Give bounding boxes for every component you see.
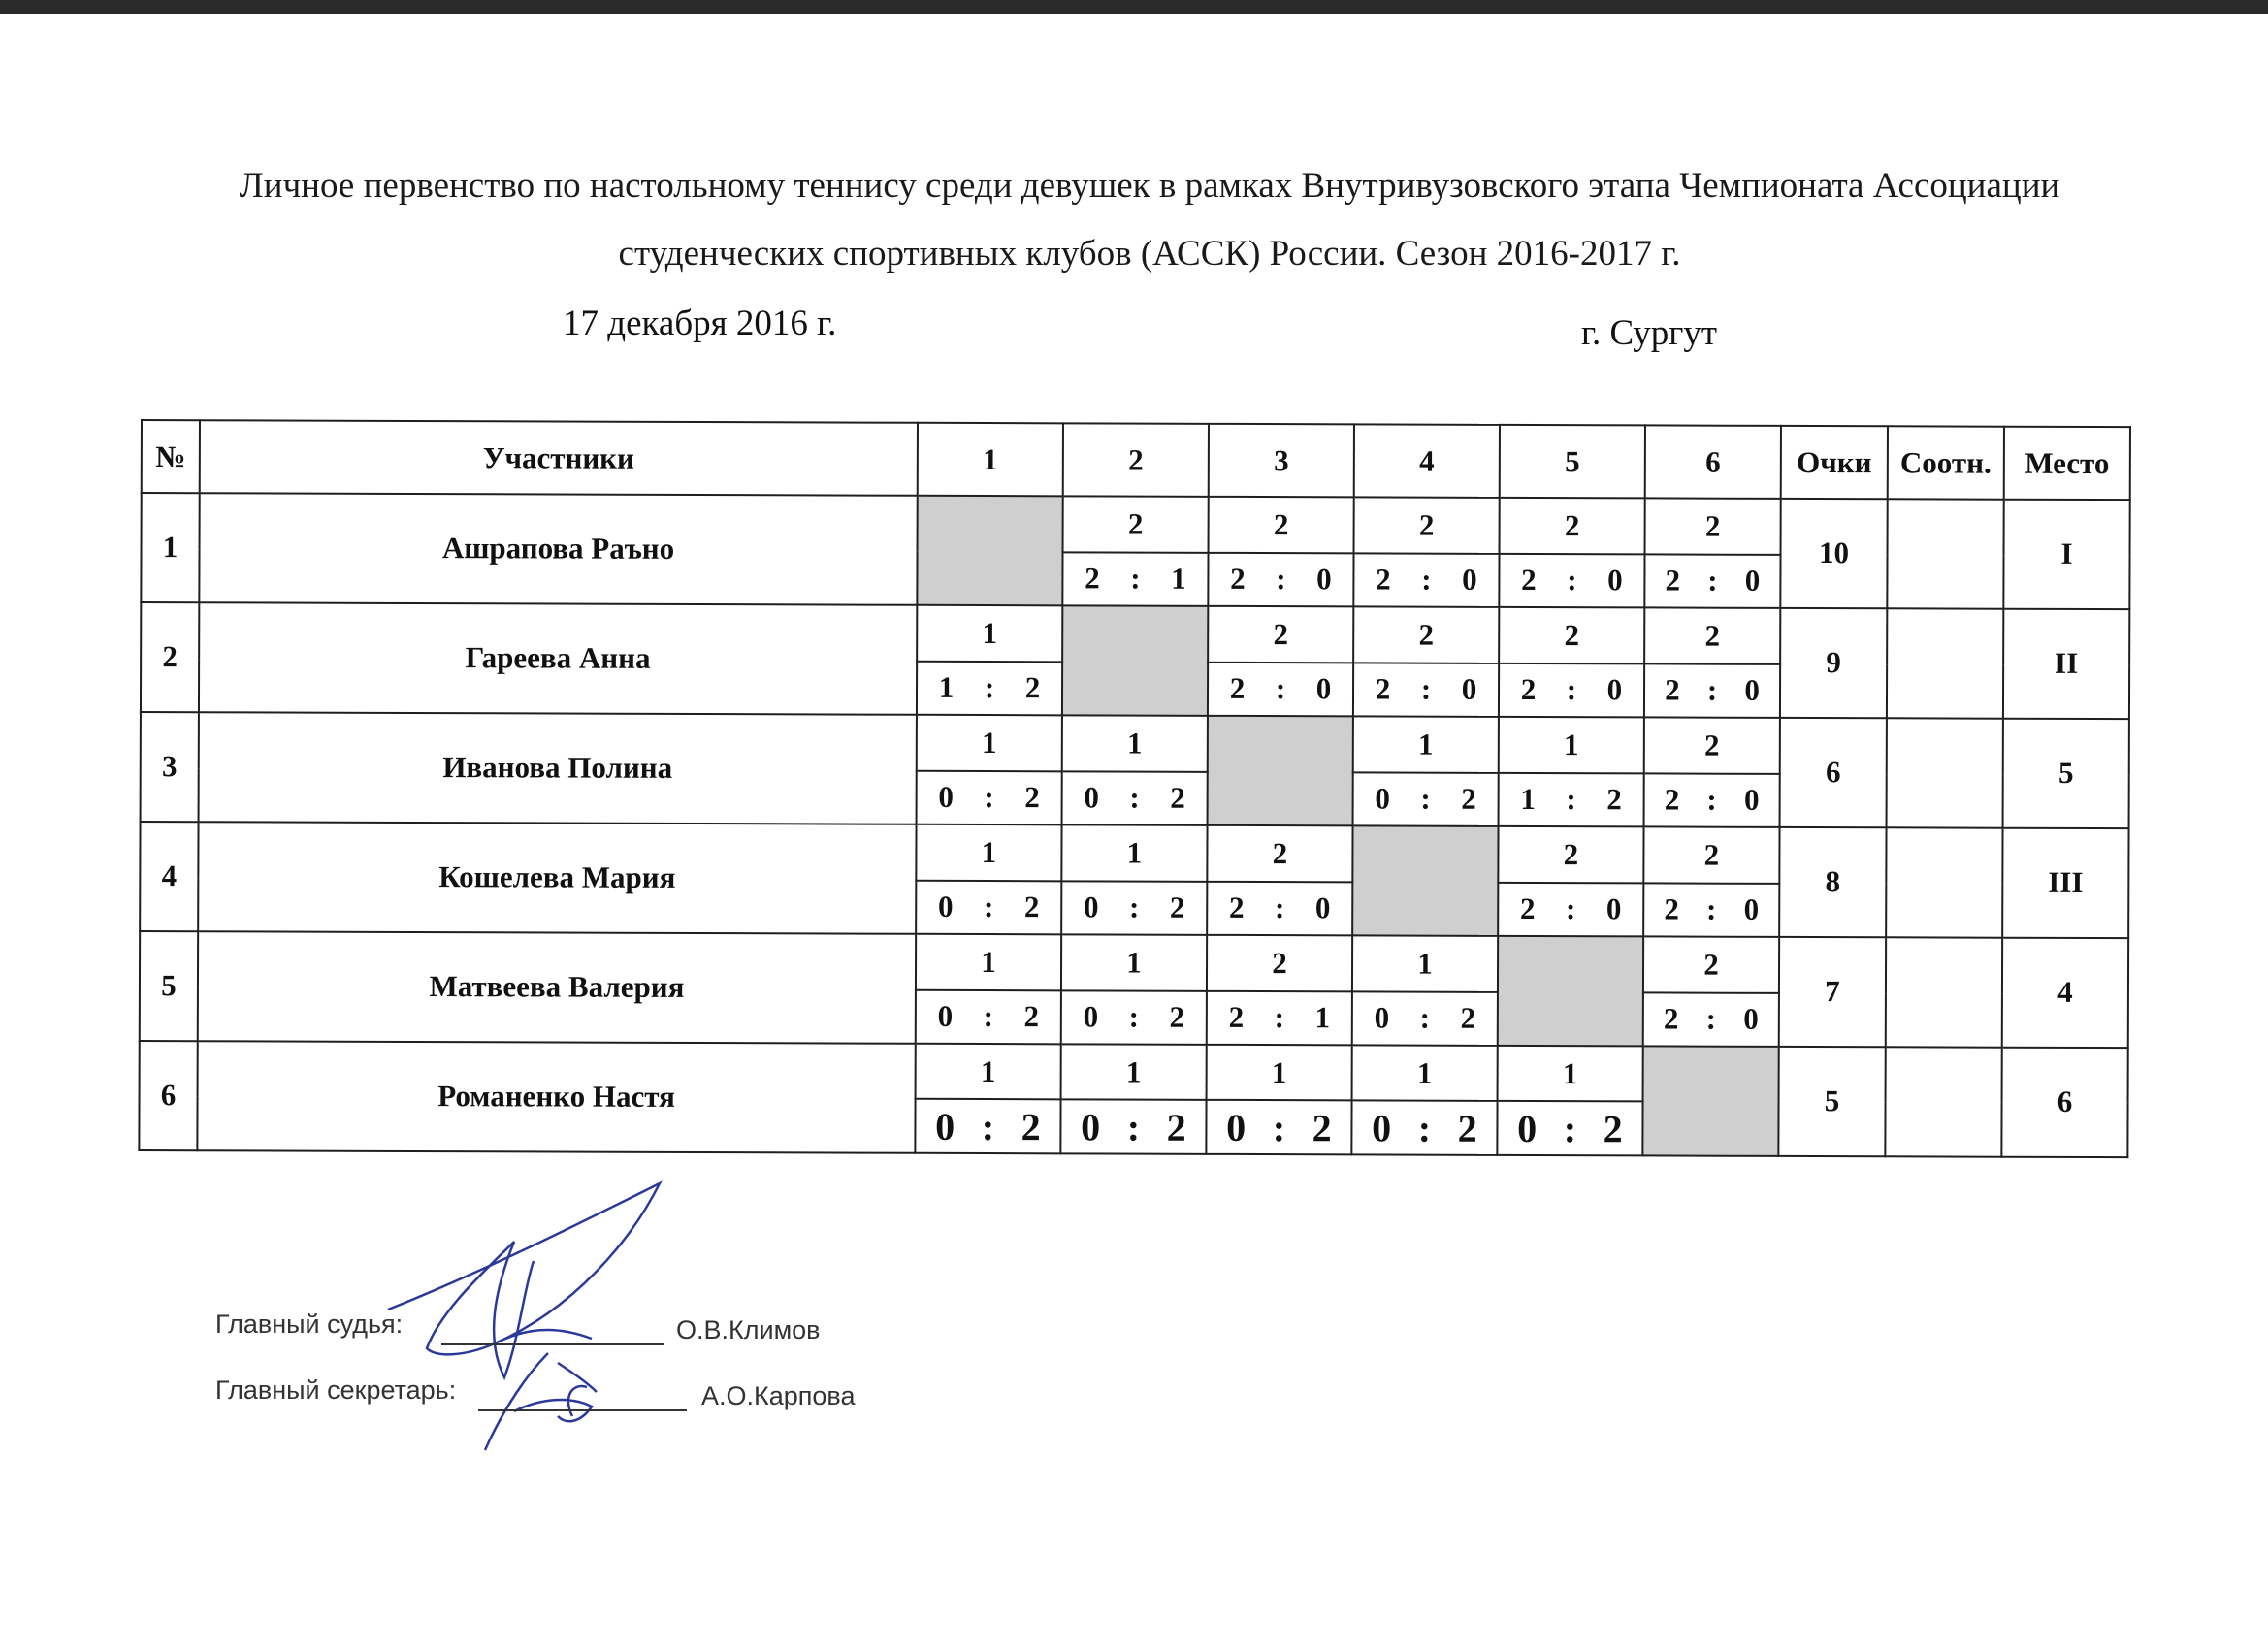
score-value: [1644, 1002, 1778, 1037]
ratio-cell: [1886, 937, 2002, 1047]
score-separator: :: [1275, 671, 1286, 706]
final-place: II: [2003, 609, 2129, 719]
match-score: [1353, 772, 1499, 826]
match-points: 2: [1354, 497, 1500, 553]
match-score: [917, 770, 1062, 824]
score-right: 0: [1605, 891, 1622, 926]
match-score: [1498, 882, 1643, 936]
ratio-cell: [1887, 499, 2003, 608]
score-value: [1354, 672, 1498, 708]
score-left: 1: [938, 670, 955, 705]
score-left: 2: [1663, 1001, 1679, 1036]
score-separator: :: [1126, 1105, 1141, 1149]
score-value: [1062, 890, 1206, 926]
score-value: [1354, 782, 1498, 818]
score-value: [916, 1104, 1059, 1150]
diagonal-cell: [917, 496, 1062, 606]
match-points: 2: [1207, 825, 1352, 882]
table-row: [141, 712, 2129, 775]
score-separator: :: [1706, 782, 1717, 817]
match-score: [1207, 990, 1352, 1045]
match-points: 2: [1643, 826, 1779, 883]
score-separator: :: [1129, 780, 1140, 815]
ratio-cell: [1886, 827, 2002, 937]
score-left: 2: [1521, 563, 1537, 598]
secretary-name: А.О.Карпова: [701, 1381, 856, 1410]
table-row: [140, 931, 2128, 994]
match-score: [1352, 991, 1498, 1046]
score-left: 2: [1230, 562, 1246, 597]
match-score: [1062, 771, 1208, 825]
score-value: [1209, 671, 1352, 707]
event-date: 17 декабря 2016 г.: [563, 304, 837, 343]
total-points: 6: [1780, 718, 1887, 827]
match-points: 1: [1352, 1045, 1498, 1101]
score-left: 2: [1228, 890, 1245, 925]
score-separator: :: [1419, 1000, 1431, 1035]
score-value: [1352, 1105, 1496, 1151]
match-points: 2: [1644, 717, 1780, 773]
participant-name: Романенко Настя: [197, 1041, 915, 1153]
total-points: 8: [1779, 827, 1886, 937]
score-value: [1500, 672, 1643, 708]
score-left: 0: [1083, 999, 1099, 1034]
score-value: [1500, 563, 1643, 598]
match-score: [1207, 881, 1352, 935]
score-left: 0: [1083, 889, 1099, 924]
match-score: [1208, 552, 1353, 606]
score-value: [1645, 564, 1779, 598]
results-body: [139, 493, 2129, 1157]
results-table: [138, 419, 2131, 1158]
match-points: 2: [1644, 607, 1780, 663]
score-right: 2: [1461, 781, 1476, 817]
match-score: [1206, 1100, 1351, 1154]
final-place: 5: [2003, 719, 2129, 828]
match-score: [1644, 663, 1780, 718]
match-points: 2: [1063, 496, 1209, 552]
match-score: [1061, 990, 1207, 1045]
score-left: 0: [937, 889, 954, 924]
score-separator: :: [1130, 561, 1141, 596]
score-separator: :: [1563, 1106, 1577, 1150]
score-value: [918, 670, 1061, 706]
score-separator: :: [984, 889, 994, 924]
score-separator: :: [1566, 782, 1576, 817]
match-score: [1061, 881, 1207, 935]
score-value: [917, 889, 1060, 925]
score-separator: :: [1274, 1000, 1285, 1035]
match-points: 2: [1499, 607, 1644, 663]
score-value: [1500, 782, 1643, 818]
score-left: 2: [1520, 672, 1537, 707]
match-points: 1: [1062, 715, 1208, 771]
score-right: 2: [1603, 1107, 1623, 1151]
header-col-4: 4: [1354, 424, 1500, 498]
match-score: [1643, 883, 1779, 937]
score-separator: :: [1566, 672, 1577, 707]
header-col-2: 2: [1063, 423, 1209, 497]
score-left: 0: [1081, 1105, 1101, 1149]
match-points: 2: [1498, 826, 1643, 883]
judge-signature-line: [441, 1343, 664, 1345]
score-right: 2: [1460, 1000, 1476, 1036]
match-score: [1497, 1101, 1642, 1155]
diagonal-cell: [1498, 936, 1643, 1047]
score-separator: :: [981, 1104, 995, 1148]
score-left: 2: [1664, 891, 1679, 926]
participant-name: Ашрапова Раъно: [199, 493, 917, 605]
secretary-label: Главный секретарь:: [215, 1375, 457, 1405]
score-value: [1645, 783, 1779, 818]
score-right: 2: [1606, 782, 1622, 817]
score-right: 2: [1457, 1106, 1477, 1150]
final-place: 6: [2001, 1048, 2127, 1158]
score-left: 0: [1374, 1000, 1390, 1035]
score-right: 2: [1170, 780, 1185, 815]
scan-border: [0, 0, 2268, 14]
match-points: 2: [1209, 497, 1354, 553]
match-score: [916, 989, 1061, 1044]
header-place: Место: [2004, 427, 2130, 500]
score-value: [1498, 1106, 1641, 1152]
score-right: 2: [1023, 999, 1040, 1034]
score-separator: :: [1420, 671, 1432, 706]
match-points: 1: [917, 715, 1062, 771]
score-right: 1: [1171, 561, 1186, 597]
secretary-signature-line: [478, 1409, 687, 1411]
match-score: [915, 1099, 1060, 1153]
score-left: 2: [1085, 561, 1100, 596]
score-separator: :: [1417, 1106, 1432, 1150]
match-points: 1: [1499, 717, 1644, 773]
header-row: [142, 420, 2130, 500]
score-value: [1061, 1104, 1205, 1150]
header-participants: Участники: [200, 420, 918, 496]
final-place: III: [2002, 828, 2128, 938]
diagonal-cell: [1352, 825, 1498, 936]
match-points: 1: [916, 824, 1061, 881]
score-separator: :: [983, 999, 994, 1034]
match-points: 2: [1643, 936, 1779, 992]
score-value: [1499, 891, 1642, 927]
match-points: 1: [1061, 934, 1207, 990]
match-points: 2: [1207, 935, 1352, 991]
score-left: 0: [938, 780, 954, 815]
match-points: 1: [1353, 716, 1499, 772]
score-left: 0: [935, 1104, 956, 1148]
judge-label: Главный судья:: [215, 1310, 404, 1339]
score-value: [1062, 1000, 1206, 1036]
table-row: [141, 602, 2129, 665]
diagonal-cell: [1208, 716, 1353, 826]
diagonal-cell: [1062, 605, 1208, 716]
score-value: [1354, 563, 1498, 598]
match-points: 1: [916, 934, 1061, 990]
match-score: [1060, 1100, 1206, 1154]
match-points: 1: [917, 605, 1062, 662]
score-separator: :: [1706, 891, 1717, 926]
match-score: [1351, 1101, 1497, 1155]
score-right: 0: [1462, 563, 1477, 598]
table-row: [140, 1041, 2128, 1104]
match-score: [1499, 663, 1644, 717]
header-ratio: Соотн.: [1888, 426, 2004, 499]
score-left: 0: [1375, 781, 1390, 816]
participant-name: Гареева Анна: [199, 602, 917, 715]
score-right: 2: [1023, 889, 1040, 924]
score-value: [1063, 781, 1207, 817]
score-left: 2: [1228, 1000, 1245, 1035]
match-score: [1499, 772, 1644, 826]
score-separator: :: [984, 670, 995, 705]
score-left: 0: [1517, 1106, 1538, 1150]
table-row: [140, 822, 2128, 885]
participant-number: 4: [140, 822, 198, 931]
header-points: Очки: [1781, 426, 1888, 499]
ratio-cell: [1885, 1047, 2001, 1156]
ratio-cell: [1887, 718, 2003, 827]
score-separator: :: [1420, 781, 1431, 816]
match-points: 1: [1061, 1044, 1207, 1100]
match-score: [1644, 773, 1780, 827]
score-separator: :: [1129, 889, 1140, 924]
score-left: 2: [1229, 671, 1246, 706]
score-separator: :: [1276, 562, 1286, 597]
score-separator: :: [1421, 562, 1432, 597]
score-right: 0: [1315, 671, 1332, 706]
match-score: [1208, 662, 1353, 716]
match-points: 1: [916, 1044, 1061, 1100]
total-points: 9: [1780, 608, 1887, 718]
score-right: 0: [1744, 564, 1761, 598]
score-value: [1063, 562, 1207, 598]
total-points: 5: [1778, 1047, 1885, 1156]
match-score: [1353, 553, 1499, 607]
score-value: [1209, 562, 1352, 598]
score-left: 0: [1226, 1105, 1247, 1149]
score-right: 2: [1169, 889, 1185, 924]
match-score: [1062, 552, 1208, 606]
match-points: 2: [1353, 606, 1499, 663]
score-separator: :: [1706, 672, 1718, 707]
score-left: 1: [1520, 782, 1536, 817]
diagonal-cell: [1642, 1046, 1778, 1156]
score-value: [918, 780, 1061, 816]
match-score: [1353, 663, 1499, 717]
score-left: 2: [1519, 891, 1536, 926]
score-left: 0: [937, 999, 954, 1034]
header-col-1: 1: [918, 423, 1063, 497]
final-place: 4: [2002, 938, 2128, 1048]
score-separator: :: [1567, 563, 1577, 598]
score-right: 2: [1166, 1105, 1186, 1149]
score-right: 0: [1606, 672, 1623, 707]
score-left: 2: [1665, 563, 1681, 598]
score-separator: :: [1272, 1105, 1286, 1149]
score-value: [917, 999, 1060, 1035]
match-score: [1643, 992, 1779, 1047]
participant-name: Матвеева Валерия: [198, 931, 916, 1044]
score-separator: :: [1565, 891, 1576, 926]
match-score: [916, 880, 1061, 934]
participant-name: Иванова Полина: [199, 712, 917, 824]
event-city: г. Сургут: [1581, 313, 1718, 353]
score-separator: :: [1128, 999, 1140, 1034]
score-separator: :: [1707, 563, 1718, 598]
score-separator: :: [1705, 1001, 1717, 1036]
match-points: 1: [1498, 1046, 1643, 1102]
judge-name: О.В.Климов: [676, 1315, 821, 1344]
score-left: 0: [1372, 1106, 1392, 1150]
ratio-cell: [1887, 608, 2003, 718]
participant-number: 3: [141, 712, 199, 822]
document-title-line-1: Личное первенство по настольному теннису среди девушек в рамках Внутривузовского этапа Чемпионата Ассоциации: [239, 166, 2060, 206]
header-num: №: [142, 420, 200, 493]
match-points: 2: [1645, 498, 1781, 554]
score-right: 2: [1024, 780, 1040, 815]
document-title-line-2: студенческих спортивных клубов (АССК) России. Сезон 2016-2017 г.: [618, 234, 1681, 274]
results-table-wrapper: [138, 419, 2129, 1158]
participant-number: 2: [141, 602, 199, 712]
match-score: [917, 661, 1062, 715]
score-value: [1644, 892, 1778, 927]
score-value: [1353, 1001, 1497, 1037]
header-col-6: 6: [1645, 425, 1781, 498]
score-right: 1: [1314, 1000, 1331, 1035]
score-value: [1208, 890, 1351, 926]
score-right: 2: [1024, 670, 1041, 705]
secretary-signature: [485, 1353, 597, 1450]
match-points: 1: [1207, 1045, 1352, 1101]
score-right: 2: [1169, 999, 1185, 1034]
participant-number: 6: [139, 1041, 197, 1150]
judge-signature: [388, 1183, 660, 1377]
score-value: [1645, 673, 1779, 708]
score-left: 2: [1375, 671, 1391, 706]
score-left: 0: [1084, 780, 1099, 815]
score-value: [1208, 1000, 1351, 1036]
score-right: 0: [1316, 562, 1332, 597]
score-left: 2: [1664, 782, 1680, 817]
score-right: 0: [1743, 783, 1760, 818]
match-score: [1499, 553, 1644, 607]
score-right: 0: [1461, 672, 1477, 707]
score-left: 2: [1665, 672, 1680, 707]
total-points: 10: [1780, 499, 1887, 608]
participant-name: Кошелева Мария: [198, 822, 916, 934]
score-value: [1207, 1105, 1350, 1151]
score-right: 2: [1312, 1105, 1332, 1150]
table-row: [142, 493, 2130, 556]
score-separator: :: [1274, 890, 1285, 925]
total-points: 7: [1779, 937, 1886, 1047]
participant-number: 1: [141, 493, 199, 602]
match-points: 2: [1208, 606, 1353, 663]
score-right: 0: [1743, 1001, 1759, 1037]
score-right: 0: [1743, 891, 1760, 927]
header-col-3: 3: [1209, 424, 1354, 498]
participant-number: 5: [140, 931, 198, 1041]
match-points: 2: [1500, 498, 1645, 554]
score-right: 0: [1744, 673, 1760, 708]
score-left: 2: [1376, 562, 1391, 597]
score-right: 0: [1314, 890, 1331, 925]
header-col-5: 5: [1500, 425, 1645, 499]
score-right: 2: [1021, 1104, 1041, 1148]
final-place: I: [2003, 500, 2129, 609]
match-points: 1: [1352, 935, 1498, 991]
score-separator: :: [984, 780, 994, 815]
match-points: 1: [1061, 824, 1207, 881]
score-right: 0: [1607, 563, 1623, 598]
match-score: [1644, 554, 1780, 608]
